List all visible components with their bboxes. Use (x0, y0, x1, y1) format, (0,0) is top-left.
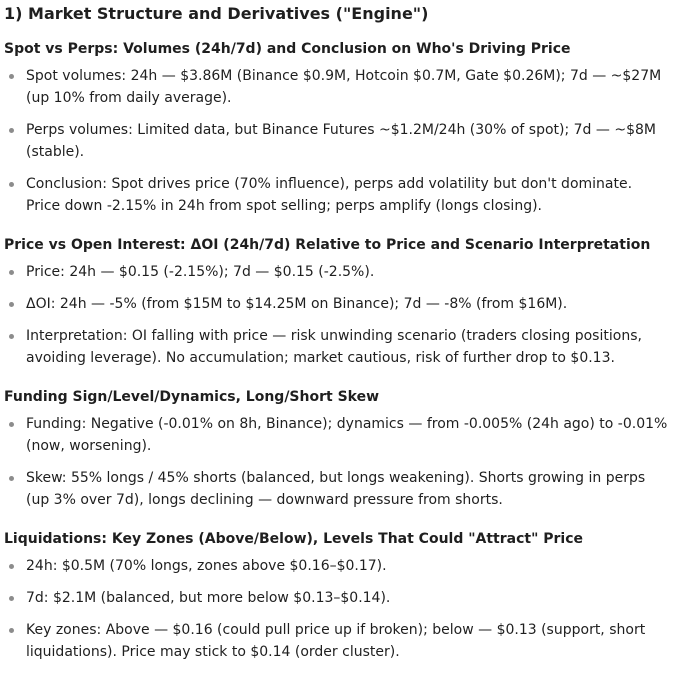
list-item (4, 325, 674, 369)
bullet-icon (9, 182, 14, 187)
bullet-icon (9, 422, 14, 427)
section-heading-spot-vs-perps: Spot vs Perps: Volumes (24h/7d) and Conclusion on Who's Driving Price (4, 41, 571, 57)
list-item-text: Conclusion: Spot drives price (70% influence), perps add volatility but don't dominate. Price down -2.15% in 24h from spot selling; perps amplify (longs closing). (26, 176, 633, 214)
list-item-text: Key zones: Above — $0.16 (could pull price up if broken); below — $0.13 (support, short liquidations). Price may stick to $0.14 (order cluster). (26, 622, 646, 660)
list-item-text: 24h: $0.5M (70% longs, zones above $0.16–$0.17). (26, 558, 387, 574)
list-item (4, 467, 674, 511)
list-item-text: Price: 24h — $0.15 (-2.15%); 7d — $0.15 (-2.5%). (26, 264, 375, 280)
list-item-text: Skew: 55% longs / 45% shorts (balanced, but longs weakening). Shorts growing in perps (up 3% over 7d), longs declining — downward pressure from shorts. (26, 470, 646, 508)
bullet-icon (9, 334, 14, 339)
bullet-icon (9, 596, 14, 601)
list-item (4, 119, 674, 163)
list-item (4, 587, 674, 609)
list-item (4, 555, 674, 577)
bullet-icon (9, 74, 14, 79)
bullet-icon (9, 302, 14, 307)
bullet-icon (9, 628, 14, 633)
list-item (4, 293, 674, 315)
list-item-text: Funding: Negative (-0.01% on 8h, Binance); dynamics — from -0.005% (24h ago) to -0.01% (now, worsening). (26, 416, 668, 454)
section-heading-price-vs-oi: Price vs Open Interest: ΔOI (24h/7d) Relative to Price and Scenario Interpretation (4, 237, 651, 253)
section-heading-funding: Funding Sign/Level/Dynamics, Long/Short Skew (4, 389, 380, 405)
list-item-text: Spot volumes: 24h — $3.86M (Binance $0.9M, Hotcoin $0.7M, Gate $0.26M); 7d — ~$27M (up 10% from daily average). (26, 68, 662, 106)
list-item-text: Interpretation: OI falling with price — risk unwinding scenario (traders closing positions, avoiding leverage). No accumulation; market cautious, risk of further drop to $0.13. (26, 328, 642, 366)
bullet-icon (9, 564, 14, 569)
page-title: 1) Market Structure and Derivatives ("Engine") (4, 4, 429, 23)
list-item-text: Perps volumes: Limited data, but Binance Futures ~$1.2M/24h (30% of spot); 7d — ~$8M (stable). (26, 122, 656, 160)
section-list-liquidations (4, 555, 674, 663)
section-list-price-vs-oi (4, 261, 674, 369)
list-item (4, 173, 674, 217)
list-item-text: 7d: $2.1M (balanced, but more below $0.13–$0.14). (26, 590, 391, 606)
list-item (4, 65, 674, 109)
bullet-icon (9, 270, 14, 275)
list-item (4, 413, 674, 457)
bullet-icon (9, 476, 14, 481)
section-heading-liquidations: Liquidations: Key Zones (Above/Below), Levels That Could "Attract" Price (4, 531, 584, 547)
section-list-spot-vs-perps (4, 65, 674, 217)
list-item-text: ΔOI: 24h — -5% (from $15M to $14.25M on Binance); 7d — -8% (from $16M). (26, 296, 568, 312)
list-item (4, 619, 674, 663)
section-list-funding (4, 413, 674, 511)
bullet-icon (9, 128, 14, 133)
list-item (4, 261, 674, 283)
